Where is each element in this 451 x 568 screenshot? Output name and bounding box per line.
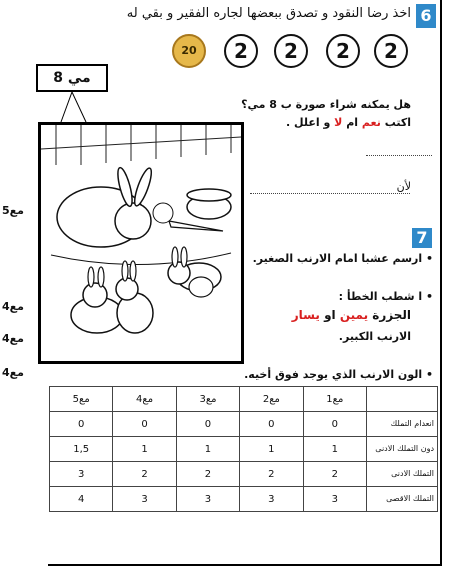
instruction-prefix: اكتب (384, 116, 411, 129)
table-header-cell: مع2 (240, 387, 303, 412)
table-cell: 4 (50, 487, 113, 512)
price-tag-strings (56, 92, 226, 124)
answer-line[interactable] (366, 154, 432, 156)
table-cell: 2 (303, 462, 366, 487)
instruction-yes: نعم (361, 116, 381, 129)
table-cell: 2 (240, 462, 303, 487)
price-tag: 8 مي (36, 64, 108, 92)
coin-icon: 2 (224, 34, 258, 68)
exercise-7-item-2-title: • ا شطب الخطأ : (338, 290, 433, 303)
table-row-label: التملك الادنى (367, 462, 438, 487)
gold-coin-icon: 20 (172, 34, 206, 68)
side-criterion-label: مع4 (2, 300, 24, 313)
rabbit-cage-picture (38, 122, 244, 364)
coin-icon: 2 (374, 34, 408, 68)
exercise-7-item-3: • الون الارنب الذي يوجد فوق أخيه. (244, 368, 433, 381)
coin-icon: 2 (326, 34, 360, 68)
left-option[interactable]: يسار (291, 308, 320, 322)
table-cell: 2 (113, 462, 176, 487)
item-2-title-text: ا شطب الخطأ : (338, 290, 423, 303)
table-cell: 0 (113, 412, 176, 437)
table-cell: 3 (113, 487, 176, 512)
exercise-6-question: هل يمكنه شراء صورة ب 8 مي؟ (241, 98, 411, 111)
because-label: لأن (396, 180, 411, 193)
table-header-cell: مع5 (50, 387, 113, 412)
table-header-cell: مع4 (113, 387, 176, 412)
exercise-6-number: 6 (416, 4, 436, 28)
or-word: او (324, 308, 336, 322)
exercise-7-item-1: • ارسم عشبا امام الارنب الصغير. (252, 252, 433, 265)
table-cell: 1,5 (50, 437, 113, 462)
table-cell: 1 (303, 437, 366, 462)
table-cell: 0 (50, 412, 113, 437)
side-criterion-label: مع5 (2, 204, 24, 217)
table-cell: 3 (240, 487, 303, 512)
exercise-7-item-2-line (292, 308, 411, 322)
exercise-6-instruction (286, 116, 411, 129)
criteria-table (49, 386, 438, 512)
exercise-7-number: 7 (412, 228, 432, 248)
because-answer-line[interactable] (250, 192, 410, 194)
item-3-text: الون الارنب الذي يوجد فوق أخيه. (244, 368, 423, 381)
right-option[interactable]: يمين (339, 308, 369, 322)
table-cell: 0 (176, 412, 239, 437)
table-header-cell: مع3 (176, 387, 239, 412)
side-criterion-label: مع4 (2, 332, 24, 345)
table-cell: 3 (176, 487, 239, 512)
table-cell: 3 (303, 487, 366, 512)
table-cell: 1 (113, 437, 176, 462)
instruction-mid: ام (346, 116, 359, 129)
table-row (50, 462, 438, 487)
table-header-cell: مع1 (303, 387, 366, 412)
instruction-suffix: و اعلل . (286, 116, 331, 129)
carrot-word: الجزرة (372, 308, 411, 322)
table-row (50, 412, 438, 437)
table-cell: 1 (240, 437, 303, 462)
table-header-cell (367, 387, 438, 412)
exercise-7-item-2-line-b: الارنب الكبير. (338, 330, 411, 343)
table-cell: 2 (176, 462, 239, 487)
instruction-no: لا (334, 116, 343, 129)
item-1-text: ارسم عشبا امام الارنب الصغير. (252, 252, 423, 265)
table-cell: 3 (50, 462, 113, 487)
table-cell: 0 (303, 412, 366, 437)
table-row (50, 487, 438, 512)
table-row-label: انعدام التملك (367, 412, 438, 437)
table-header-row (50, 387, 438, 412)
table-cell: 0 (240, 412, 303, 437)
table-row-label: التملك الاقصى (367, 487, 438, 512)
table-row (50, 437, 438, 462)
table-row-label: دون التملك الادنى (367, 437, 438, 462)
coin-icon: 2 (274, 34, 308, 68)
exercise-6-statement: اخذ رضا النقود و تصدق ببعضها لجاره الفقير و بقي له (126, 6, 411, 21)
table-cell: 1 (176, 437, 239, 462)
side-criterion-label: مع4 (2, 366, 24, 379)
rabbits-drawing (41, 125, 241, 361)
